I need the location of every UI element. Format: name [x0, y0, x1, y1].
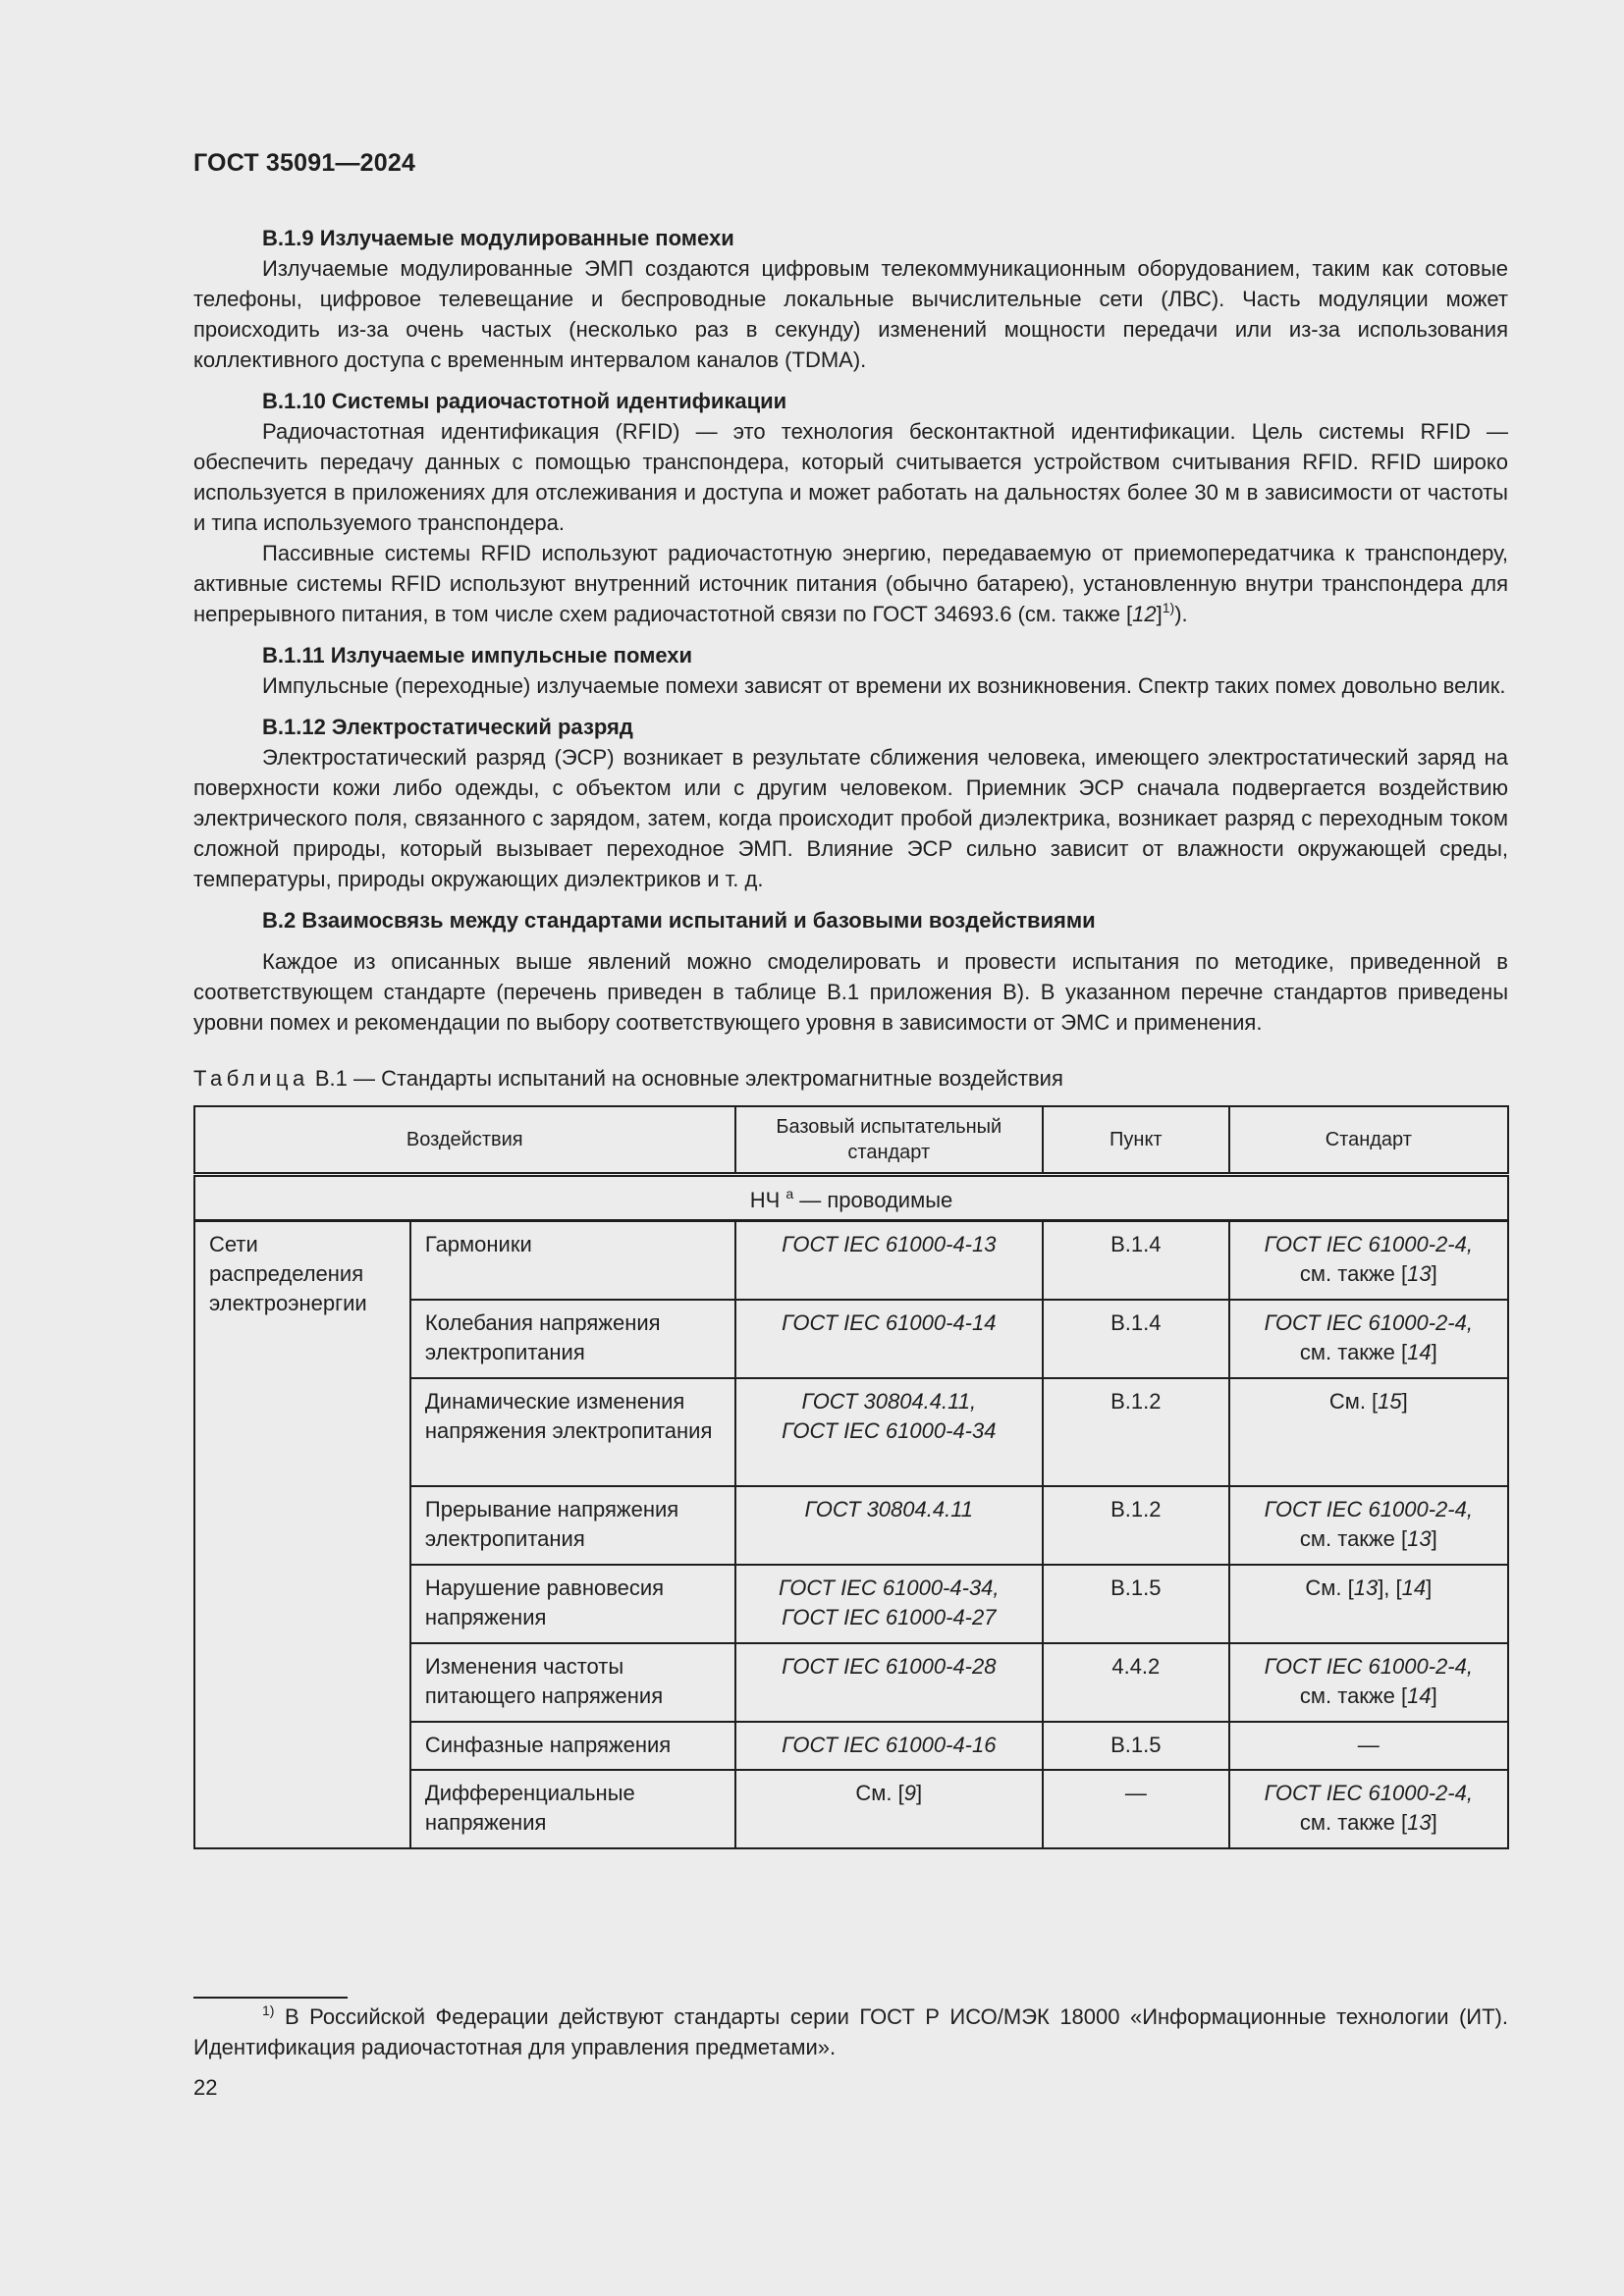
section-b110-title: В.1.10 Системы радиочастотной идентификации [262, 389, 787, 413]
clause-cell: В.1.5 [1043, 1565, 1229, 1643]
section-b19-paragraph: Излучаемые модулированные ЭМП создаются цифровым телекоммуникационным оборудованием, таким как сотовые телефоны, цифровое телевещание и беспроводные локальные вычислительные сети (ЛВС). Часть модуляции может происходить из-за очень частых (несколько раз в секунду) изменений мощности передачи или из-за использования коллективного доступа с временным интервалом каналов (TDMA). [193, 256, 1508, 372]
base-standard-cell: ГОСТ 30804.4.11, ГОСТ IEC 61000-4-34 [735, 1378, 1043, 1486]
footnote-marker: 1) [1162, 600, 1175, 615]
standard-cell: ГОСТ IEC 61000-2-4, см. также [14] [1229, 1300, 1508, 1378]
section-lf-conducted: НЧ $^а$ — проводимые [194, 1175, 1508, 1221]
section-b112-paragraph: Электростатический разряд (ЭСР) возникает в результате сближения человека, имеющего электростатический заряд на поверхности кожи либо одежды, с объектом или с другим человеком. Приемник ЭСР сначала подвергается воздействию электрического поля, связанного с зарядом, затем, когда происходит пробой диэлектрика, возникает разряд с переходным током сложной природы, который вызывает переходное ЭМП. Влияние ЭСР сильно зависит от влажности окружающей среды, температуры, природы окружающих диэлектриков и т. д. [193, 745, 1508, 891]
standard-cell: — [1229, 1722, 1508, 1770]
section-b110-paragraph-2: Пассивные системы RFID используют радиочастотную энергию, передаваемую от приемопередатчика к транспондеру, активные системы RFID используют внутренний источник питания (обычно батарею), установленную внутри транспондера для непрерывного питания, в том числе схем радиочастотной связи по ГОСТ 34693.6 (см. также $[12]^{1)}$). [193, 541, 1508, 626]
header-clause: Пункт [1043, 1106, 1229, 1175]
table-section-row [194, 1175, 1508, 1221]
header-standard: Стандарт [1229, 1106, 1508, 1175]
effect-cell: Гармоники [410, 1221, 735, 1301]
section-b110-paragraph-1: Радиочастотная идентификация (RFID) — это технология бесконтактной идентификации. Цель системы RFID — обеспечить передачу данных с помощью транспондера, который считывается устройством считывания RFID. RFID широко используется в приложениях для отслеживания и доступа и может работать на дальностях более 30 м в зависимости от частоты и типа используемого транспондера. [193, 419, 1508, 535]
clause-cell: В.1.4 [1043, 1300, 1229, 1378]
clause-cell: 4.4.2 [1043, 1643, 1229, 1722]
reference-link: 12 [1132, 602, 1157, 626]
section-b2-title: В.2 Взаимосвязь между стандартами испытаний и базовыми воздействиями [262, 908, 1096, 933]
section-b19-title: В.1.9 Излучаемые модулированные помехи [262, 226, 734, 250]
standard-cell: ГОСТ IEC 61000-2-4, см. также [13] [1229, 1221, 1508, 1301]
section-b112-title: В.1.12 Электростатический разряд [262, 715, 633, 739]
base-standard-cell: ГОСТ IEC 61000-4-28 [735, 1643, 1043, 1722]
effect-cell: Синфазные напряжения [410, 1722, 735, 1770]
standard-cell: См. [15] [1229, 1378, 1508, 1486]
section-b111-title: В.1.11 Излучаемые импульсные помехи [262, 643, 693, 667]
clause-cell: В.1.5 [1043, 1722, 1229, 1770]
page-number: 22 [193, 2075, 218, 2100]
standards-table [193, 1105, 1509, 1849]
effect-cell: Дифференциальные напряжения [410, 1770, 735, 1848]
base-standard-cell: ГОСТ 30804.4.11 [735, 1486, 1043, 1565]
clause-cell: В.1.2 [1043, 1486, 1229, 1565]
effect-cell: Изменения частоты питающего напряжения [410, 1643, 735, 1722]
header-base-standard: Базовый испытательный стандарт [735, 1106, 1043, 1175]
base-standard-cell: ГОСТ IEC 61000-4-16 [735, 1722, 1043, 1770]
footnote-separator [193, 1997, 348, 1999]
base-standard-cell: ГОСТ IEC 61000-4-14 [735, 1300, 1043, 1378]
standard-cell: ГОСТ IEC 61000-2-4, см. также [13] [1229, 1770, 1508, 1848]
document-body [193, 223, 1508, 1849]
base-standard-cell: См. [9] [735, 1770, 1043, 1848]
clause-cell: — [1043, 1770, 1229, 1848]
clause-cell: В.1.2 [1043, 1378, 1229, 1486]
clause-cell: В.1.4 [1043, 1221, 1229, 1301]
footnote: $^{1)}$ В Российской Федерации действуют стандарты серии ГОСТ Р ИСО/МЭК 18000 «Информационные технологии (ИТ). Идентификация радиочастотная для управления предметами». [193, 2002, 1508, 2059]
effect-cell: Колебания напряжения электропитания [410, 1300, 735, 1378]
standard-cell: ГОСТ IEC 61000-2-4, см. также [13] [1229, 1486, 1508, 1565]
header-effects: Воздействия [194, 1106, 735, 1175]
section-b111-paragraph: Импульсные (переходные) излучаемые помехи зависят от времени их возникновения. Спектр таких помех довольно велик. [262, 673, 1506, 698]
standard-cell: ГОСТ IEC 61000-2-4, см. также [14] [1229, 1643, 1508, 1722]
section-b2-paragraph: Каждое из описанных выше явлений можно смоделировать и провести испытания по методике, приведенной в соответствующем стандарте (перечень приведен в таблице В.1 приложения В). В указанном перечне стандартов приведены уровни помех и рекомендации по выбору соответствующего уровня в зависимости от ЭМС и применения. [193, 949, 1508, 1035]
group-cell: Сети распределения электроэнергии [194, 1221, 410, 1849]
base-standard-cell: ГОСТ IEC 61000-4-13 [735, 1221, 1043, 1301]
document-header: ГОСТ 35091—2024 [193, 149, 416, 177]
footnote-mark: 1) [262, 2002, 275, 2018]
effect-cell: Прерывание напряжения электропитания [410, 1486, 735, 1565]
standard-cell: См. [13], [14] [1229, 1565, 1508, 1643]
table-row [194, 1221, 1508, 1301]
table-caption: Таблица В.1 — Стандарты испытаний на основные электромагнитные воздействия [193, 1066, 1063, 1091]
effect-cell: Динамические изменения напряжения электропитания [410, 1378, 735, 1486]
table-header-row [194, 1106, 1508, 1175]
base-standard-cell: ГОСТ IEC 61000-4-34, ГОСТ IEC 61000-4-27 [735, 1565, 1043, 1643]
effect-cell: Нарушение равновесия напряжения [410, 1565, 735, 1643]
